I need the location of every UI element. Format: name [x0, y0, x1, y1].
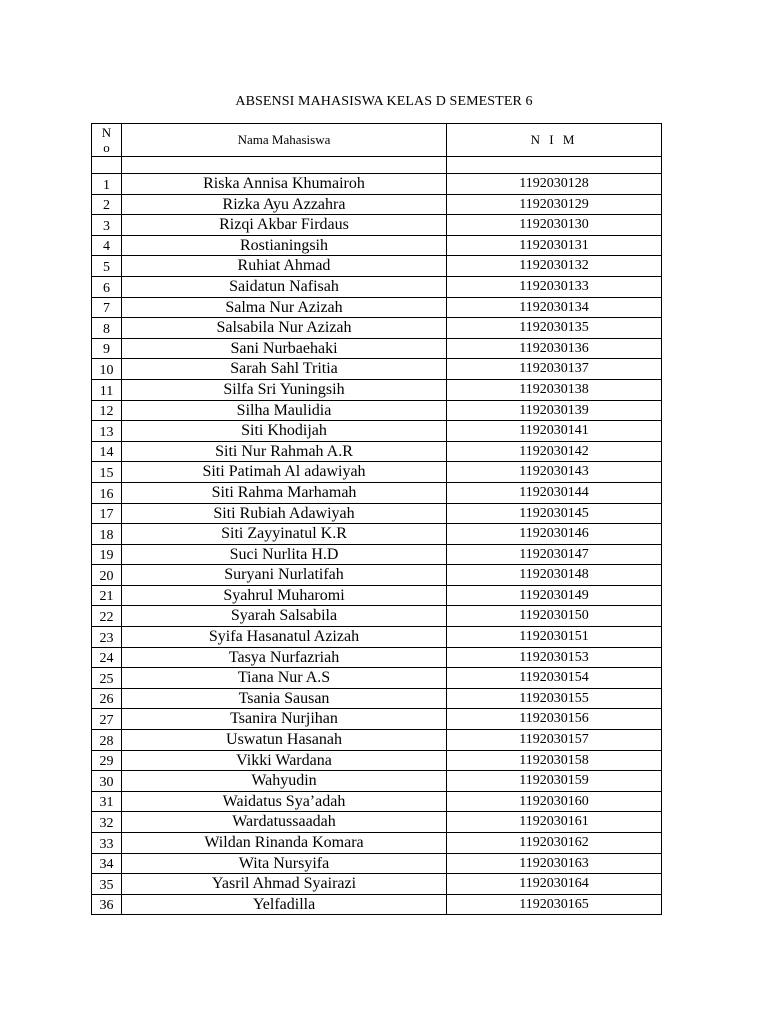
- student-name: Rizka Ayu Azzahra: [122, 194, 447, 215]
- row-number: 4: [92, 235, 122, 256]
- student-name: Wardatussaadah: [122, 812, 447, 833]
- header-no-label: N o: [101, 125, 112, 155]
- row-number: 36: [92, 894, 122, 915]
- student-nim: 1192030165: [447, 894, 662, 915]
- student-name: Silfa Sri Yuningsih: [122, 379, 447, 400]
- student-name: Salma Nur Azizah: [122, 297, 447, 318]
- table-row: [92, 585, 662, 606]
- row-number: 20: [92, 565, 122, 586]
- student-name: Tsania Sausan: [122, 688, 447, 709]
- row-number: 35: [92, 874, 122, 895]
- row-number: 16: [92, 482, 122, 503]
- student-name: Siti Patimah Al adawiyah: [122, 462, 447, 483]
- student-nim: 1192030151: [447, 627, 662, 648]
- student-name: Riska Annisa Khumairoh: [122, 174, 447, 195]
- row-number: 13: [92, 421, 122, 442]
- table-row: [92, 379, 662, 400]
- student-name: Siti Khodijah: [122, 421, 447, 442]
- row-number: 8: [92, 318, 122, 339]
- row-number: 25: [92, 668, 122, 689]
- table-row: [92, 833, 662, 854]
- row-number: 22: [92, 606, 122, 627]
- attendance-table: [91, 123, 662, 915]
- student-nim: 1192030153: [447, 647, 662, 668]
- student-nim: 1192030129: [447, 194, 662, 215]
- document-title: ABSENSI MAHASISWA KELAS D SEMESTER 6: [235, 94, 533, 109]
- row-number: 11: [92, 379, 122, 400]
- student-nim: 1192030154: [447, 668, 662, 689]
- student-nim: 1192030146: [447, 524, 662, 545]
- student-nim: 1192030158: [447, 750, 662, 771]
- row-number: 14: [92, 441, 122, 462]
- row-number: 7: [92, 297, 122, 318]
- student-name: Silha Maulidia: [122, 400, 447, 421]
- table-row: [92, 235, 662, 256]
- student-nim: 1192030160: [447, 791, 662, 812]
- table-row: [92, 688, 662, 709]
- student-name: Ruhiat Ahmad: [122, 256, 447, 277]
- student-name: Siti Zayyinatul K.R: [122, 524, 447, 545]
- student-name: Wahyudin: [122, 771, 447, 792]
- table-row: [92, 194, 662, 215]
- student-nim: 1192030142: [447, 441, 662, 462]
- table-row: [92, 276, 662, 297]
- student-name: Suci Nurlita H.D: [122, 544, 447, 565]
- spacer-cell: [92, 157, 122, 174]
- spacer-cell: [122, 157, 447, 174]
- student-name: Tasya Nurfazriah: [122, 647, 447, 668]
- table-row: [92, 174, 662, 195]
- table-row: [92, 400, 662, 421]
- student-nim: 1192030159: [447, 771, 662, 792]
- student-nim: 1192030148: [447, 565, 662, 586]
- student-nim: 1192030131: [447, 235, 662, 256]
- student-name: Salsabila Nur Azizah: [122, 318, 447, 339]
- student-nim: 1192030143: [447, 462, 662, 483]
- student-nim: 1192030132: [447, 256, 662, 277]
- table-row: [92, 482, 662, 503]
- table-row: [92, 730, 662, 751]
- student-name: Siti Nur Rahmah A.R: [122, 441, 447, 462]
- student-nim: 1192030141: [447, 421, 662, 442]
- student-name: Syifa Hasanatul Azizah: [122, 627, 447, 648]
- table-row: [92, 297, 662, 318]
- table-row: [92, 606, 662, 627]
- student-nim: 1192030162: [447, 833, 662, 854]
- student-nim: 1192030147: [447, 544, 662, 565]
- row-number: 24: [92, 647, 122, 668]
- student-nim: 1192030130: [447, 215, 662, 236]
- row-number: 34: [92, 853, 122, 874]
- table-row: [92, 771, 662, 792]
- student-name: Yelfadilla: [122, 894, 447, 915]
- student-nim: 1192030137: [447, 359, 662, 380]
- row-number: 29: [92, 750, 122, 771]
- header-nim: N I M: [447, 124, 662, 157]
- row-number: 15: [92, 462, 122, 483]
- table-row: [92, 544, 662, 565]
- row-number: 23: [92, 627, 122, 648]
- student-nim: 1192030139: [447, 400, 662, 421]
- header-no: [92, 124, 122, 157]
- row-number: 26: [92, 688, 122, 709]
- row-number: 10: [92, 359, 122, 380]
- student-nim: 1192030135: [447, 318, 662, 339]
- table-row: [92, 668, 662, 689]
- table-row: [92, 256, 662, 277]
- row-number: 3: [92, 215, 122, 236]
- row-number: 17: [92, 503, 122, 524]
- row-number: 27: [92, 709, 122, 730]
- student-nim: 1192030145: [447, 503, 662, 524]
- table-row: [92, 565, 662, 586]
- table-row: [92, 874, 662, 895]
- student-nim: 1192030156: [447, 709, 662, 730]
- table-row: [92, 894, 662, 915]
- table-row: [92, 359, 662, 380]
- student-nim: 1192030134: [447, 297, 662, 318]
- student-name: Wita Nursyifa: [122, 853, 447, 874]
- table-row: [92, 215, 662, 236]
- student-nim: 1192030163: [447, 853, 662, 874]
- student-nim: 1192030128: [447, 174, 662, 195]
- row-number: 30: [92, 771, 122, 792]
- table-spacer-row: [92, 157, 662, 174]
- student-name: Suryani Nurlatifah: [122, 565, 447, 586]
- header-name: Nama Mahasiswa: [122, 124, 447, 157]
- row-number: 28: [92, 730, 122, 751]
- table-header-row: [92, 124, 662, 157]
- table-row: [92, 524, 662, 545]
- table-row: [92, 853, 662, 874]
- student-name: Saidatun Nafisah: [122, 276, 447, 297]
- table-row: [92, 421, 662, 442]
- student-name: Uswatun Hasanah: [122, 730, 447, 751]
- student-name: Syahrul Muharomi: [122, 585, 447, 606]
- spacer-cell: [447, 157, 662, 174]
- student-nim: 1192030164: [447, 874, 662, 895]
- table-row: [92, 627, 662, 648]
- student-nim: 1192030136: [447, 338, 662, 359]
- row-number: 31: [92, 791, 122, 812]
- table-row: [92, 647, 662, 668]
- row-number: 21: [92, 585, 122, 606]
- student-name: Rizqi Akbar Firdaus: [122, 215, 447, 236]
- row-number: 2: [92, 194, 122, 215]
- table-row: [92, 318, 662, 339]
- student-name: Vikki Wardana: [122, 750, 447, 771]
- student-name: Syarah Salsabila: [122, 606, 447, 627]
- student-nim: 1192030161: [447, 812, 662, 833]
- student-name: Siti Rubiah Adawiyah: [122, 503, 447, 524]
- student-name: Tsanira Nurjihan: [122, 709, 447, 730]
- row-number: 6: [92, 276, 122, 297]
- table-row: [92, 812, 662, 833]
- student-nim: 1192030144: [447, 482, 662, 503]
- student-name: Rostianingsih: [122, 235, 447, 256]
- table-row: [92, 462, 662, 483]
- student-nim: 1192030150: [447, 606, 662, 627]
- row-number: 32: [92, 812, 122, 833]
- student-nim: 1192030138: [447, 379, 662, 400]
- student-nim: 1192030157: [447, 730, 662, 751]
- student-name: Wildan Rinanda Komara: [122, 833, 447, 854]
- student-name: Waidatus Sya’adah: [122, 791, 447, 812]
- table-row: [92, 791, 662, 812]
- table-row: [92, 441, 662, 462]
- row-number: 1: [92, 174, 122, 195]
- row-number: 19: [92, 544, 122, 565]
- student-name: Sani Nurbaehaki: [122, 338, 447, 359]
- row-number: 12: [92, 400, 122, 421]
- row-number: 5: [92, 256, 122, 277]
- row-number: 33: [92, 833, 122, 854]
- student-name: Yasril Ahmad Syairazi: [122, 874, 447, 895]
- student-name: Tiana Nur A.S: [122, 668, 447, 689]
- table-row: [92, 709, 662, 730]
- student-name: Sarah Sahl Tritia: [122, 359, 447, 380]
- row-number: 18: [92, 524, 122, 545]
- student-nim: 1192030149: [447, 585, 662, 606]
- student-nim: 1192030133: [447, 276, 662, 297]
- student-name: Siti Rahma Marhamah: [122, 482, 447, 503]
- table-row: [92, 503, 662, 524]
- student-nim: 1192030155: [447, 688, 662, 709]
- table-row: [92, 338, 662, 359]
- table-row: [92, 750, 662, 771]
- row-number: 9: [92, 338, 122, 359]
